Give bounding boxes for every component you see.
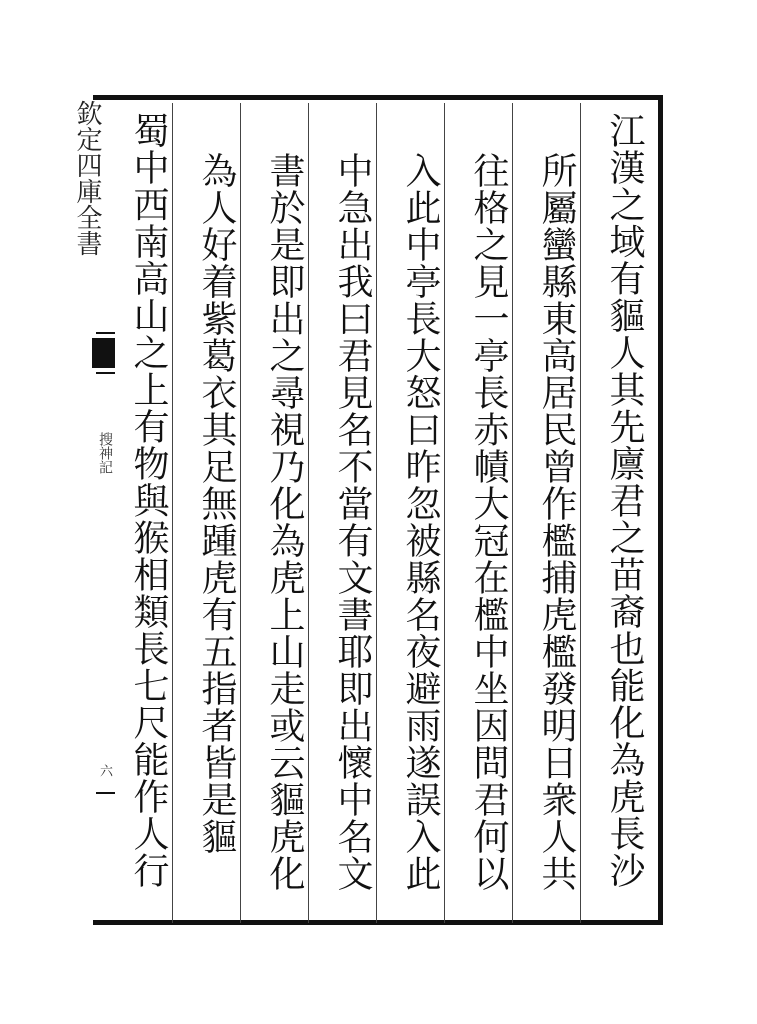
text-column-1: 江漢之域有貙人其先廪君之苗裔也能化為虎長沙 [604,112,645,889]
fold-rule [96,332,115,334]
column-divider [512,103,513,923]
fold-book-title: 搜神記 [97,432,113,474]
fold-fishtail [92,338,115,368]
column-divider [376,103,377,923]
text-column-6: 書於是即出之尋視乃化為虎上山走或云貙虎化 [264,152,305,892]
column-divider [444,103,445,923]
fold-page-number: 六 [97,764,112,777]
column-divider [240,103,241,923]
fold-header: 欽定四庫全書 [72,100,102,256]
column-divider [308,103,309,923]
text-column-5: 中急出我曰君見名不當有文書耶即出懷中名文 [332,152,373,892]
text-column-3: 往格之見一亭長赤幘大冠在檻中坐因問君何以 [468,152,509,892]
text-column-8: 蜀中西南高山之上有物與猴相類長七尺能作人行 [128,112,169,889]
column-divider [172,103,173,923]
fold-rule [96,792,115,794]
column-divider [580,103,581,923]
page-frame [93,95,663,925]
fold-rule [96,372,115,374]
text-column-4: 入此中亭長大怒曰昨忽被縣名夜避雨遂誤入此 [400,152,441,892]
text-column-7: 為人好着紫葛衣其足無踵虎有五指者皆是貙 [196,152,237,855]
text-column-2: 所屬蠻縣東高居民曾作檻捕虎檻發明日衆人共 [536,152,577,892]
